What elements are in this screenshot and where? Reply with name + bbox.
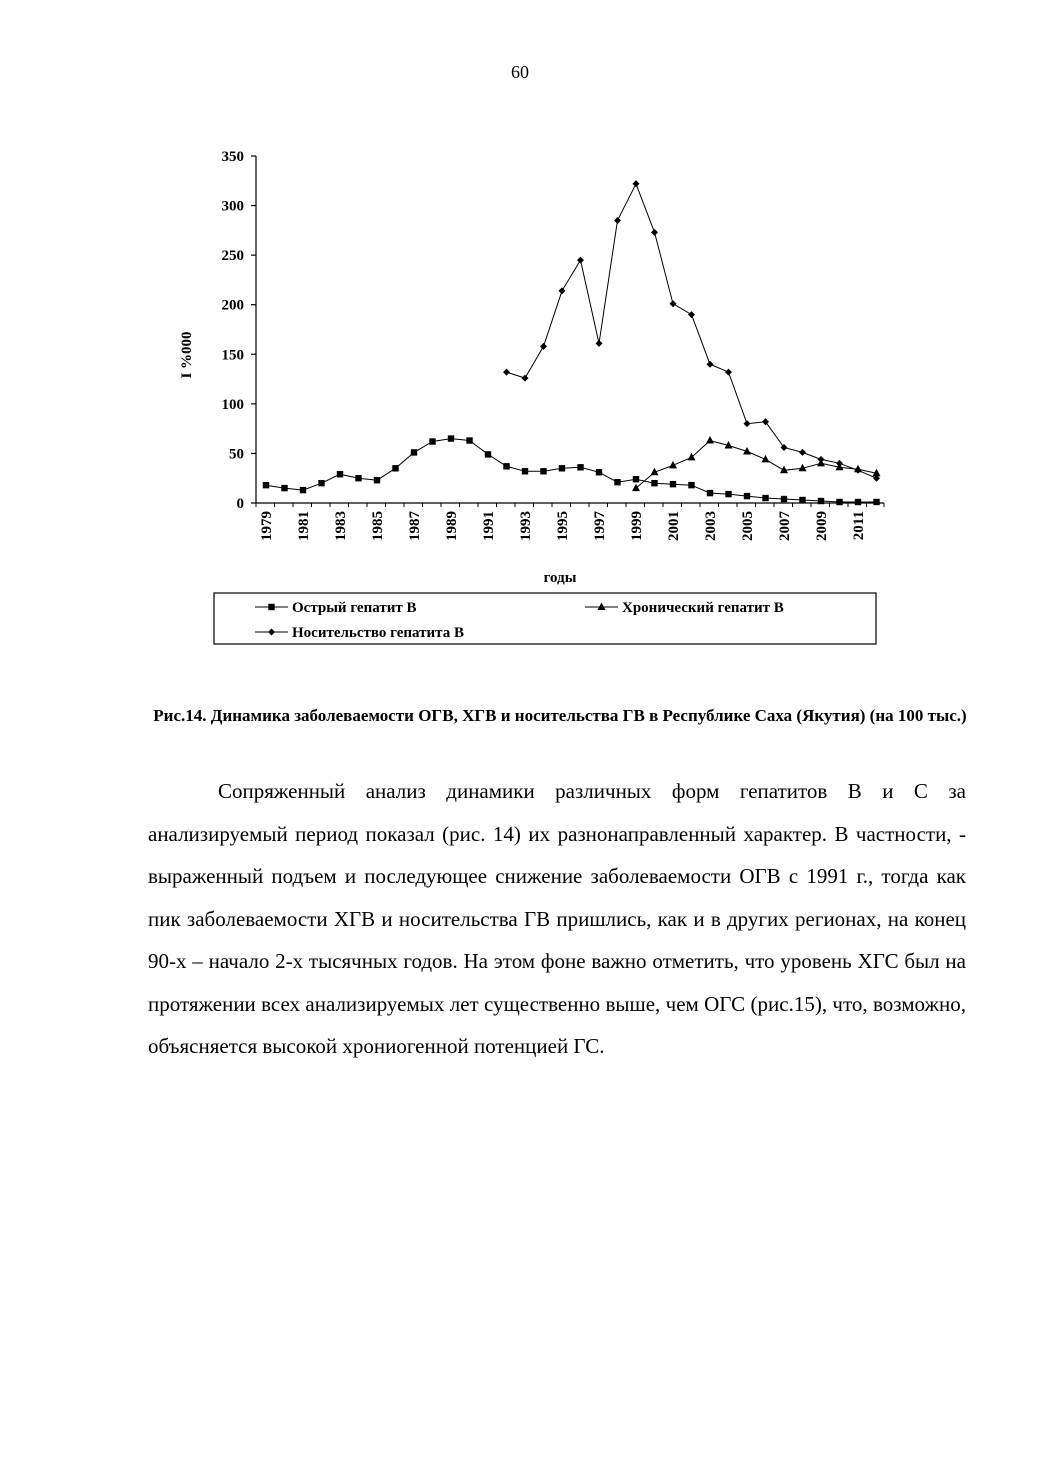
data-point-diamond bbox=[762, 418, 769, 425]
x-tick-label: 1993 bbox=[518, 511, 534, 541]
data-point-diamond bbox=[559, 287, 566, 294]
data-point-square bbox=[281, 485, 287, 491]
data-point-diamond bbox=[818, 456, 825, 463]
data-point-diamond bbox=[744, 420, 751, 427]
x-tick-label: 2007 bbox=[777, 511, 793, 541]
y-tick-label: 300 bbox=[221, 198, 244, 215]
data-point-triangle bbox=[688, 453, 696, 461]
series-lines bbox=[263, 180, 881, 505]
data-point-square bbox=[614, 479, 620, 485]
incidence-line-chart bbox=[0, 0, 1040, 660]
data-point-square bbox=[873, 499, 879, 505]
figure-caption: Рис.14. Динамика заболеваемости ОГВ, ХГВ и носительства ГВ в Республике Саха (Якутия) (на 100 тыс.) bbox=[153, 706, 967, 725]
data-point-diamond bbox=[799, 449, 806, 456]
x-tick-label: 1999 bbox=[629, 511, 645, 541]
data-point-square bbox=[725, 491, 731, 497]
body-paragraph: Сопряженный анализ динамики различных форм гепатитов В и С за анализируемый период показал (рис. 14) их разнонаправленный характер. В частности, - выраженный подъем и последующее снижение заболеваемости ОГВ с 1991 г., тогда как пик заболеваемости ХГВ и носительства ГВ пришлись, как и в других регионах, на конец 90-х – начало 2-х тысячных годов. На этом фоне важно отметить, что уровень ХГС был на протяжении всех анализируемых лет существенно выше, чем ОГС (рис.15), что, возможно, объясняется высокой хрониогенной потенцией ГС. bbox=[148, 779, 966, 1058]
x-tick-label: 1987 bbox=[407, 511, 423, 541]
x-tick-label: 1995 bbox=[555, 511, 571, 541]
y-axis-title: I %000 bbox=[179, 331, 195, 379]
data-point-triangle bbox=[632, 484, 640, 492]
y-axis bbox=[222, 149, 257, 512]
x-tick-label: 1981 bbox=[296, 511, 312, 541]
x-tick-label: 2011 bbox=[851, 511, 867, 541]
data-point-square bbox=[448, 435, 454, 441]
data-point-square bbox=[268, 604, 274, 610]
data-point-diamond bbox=[781, 444, 788, 451]
y-tick-label: 50 bbox=[229, 446, 244, 463]
data-point-square bbox=[318, 480, 324, 486]
page-number: 60 bbox=[511, 62, 529, 82]
series-line-diamond bbox=[507, 184, 877, 478]
data-point-square bbox=[337, 471, 343, 477]
x-tick-label: 1997 bbox=[592, 511, 608, 541]
x-axis bbox=[256, 503, 884, 541]
x-tick-label: 1985 bbox=[370, 511, 386, 541]
data-point-diamond bbox=[836, 460, 843, 467]
data-point-diamond bbox=[855, 467, 862, 474]
data-point-square bbox=[485, 451, 491, 457]
data-point-square bbox=[466, 437, 472, 443]
y-tick-label: 100 bbox=[221, 396, 244, 413]
data-point-square bbox=[633, 476, 639, 482]
y-tick-label: 200 bbox=[221, 297, 244, 314]
x-tick-label: 1983 bbox=[333, 511, 349, 541]
data-point-diamond bbox=[688, 311, 695, 318]
data-point-square bbox=[762, 495, 768, 501]
x-tick-label: 2009 bbox=[814, 511, 830, 541]
data-point-diamond bbox=[725, 369, 732, 376]
data-point-diamond bbox=[503, 369, 510, 376]
x-tick-label: 1979 bbox=[259, 511, 275, 541]
data-point-square bbox=[818, 498, 824, 504]
y-tick-label: 250 bbox=[221, 248, 244, 265]
data-point-square bbox=[707, 490, 713, 496]
data-point-square bbox=[559, 465, 565, 471]
data-point-square bbox=[577, 464, 583, 470]
data-point-diamond bbox=[633, 180, 640, 187]
data-point-diamond bbox=[651, 229, 658, 236]
data-point-square bbox=[540, 468, 546, 474]
y-tick-label: 0 bbox=[236, 496, 244, 512]
data-point-square bbox=[651, 480, 657, 486]
data-point-square bbox=[411, 449, 417, 455]
data-point-square bbox=[836, 499, 842, 505]
data-point-diamond bbox=[596, 340, 603, 347]
x-tick-label: 1991 bbox=[481, 511, 497, 541]
x-axis-title: годы bbox=[543, 570, 577, 586]
y-tick-label: 150 bbox=[221, 347, 244, 364]
data-point-square bbox=[744, 493, 750, 499]
data-point-square bbox=[355, 475, 361, 481]
data-point-diamond bbox=[577, 257, 584, 264]
data-point-square bbox=[688, 482, 694, 488]
data-point-diamond bbox=[707, 361, 714, 368]
data-point-diamond bbox=[522, 375, 529, 382]
data-point-square bbox=[263, 482, 269, 488]
data-point-diamond bbox=[670, 300, 677, 307]
data-point-square bbox=[596, 469, 602, 475]
legend-label: Острый гепатит В bbox=[292, 600, 417, 616]
x-tick-label: 2001 bbox=[666, 511, 682, 541]
data-point-square bbox=[503, 463, 509, 469]
legend-label: Носительство гепатита В bbox=[292, 625, 464, 641]
data-point-square bbox=[429, 438, 435, 444]
data-point-square bbox=[799, 497, 805, 503]
data-point-square bbox=[392, 465, 398, 471]
x-tick-label: 2005 bbox=[740, 511, 756, 541]
data-point-diamond bbox=[540, 343, 547, 350]
data-point-square bbox=[855, 499, 861, 505]
legend-label: Хронический гепатит В bbox=[622, 600, 784, 616]
x-tick-label: 1989 bbox=[444, 511, 460, 541]
data-point-square bbox=[374, 477, 380, 483]
data-point-triangle bbox=[706, 436, 714, 444]
data-point-square bbox=[670, 481, 676, 487]
legend bbox=[214, 593, 876, 644]
data-point-diamond bbox=[614, 217, 621, 224]
data-point-square bbox=[522, 468, 528, 474]
y-tick-label: 350 bbox=[221, 149, 244, 165]
data-point-square bbox=[300, 487, 306, 493]
data-point-square bbox=[781, 496, 787, 502]
x-tick-label: 2003 bbox=[703, 511, 719, 541]
